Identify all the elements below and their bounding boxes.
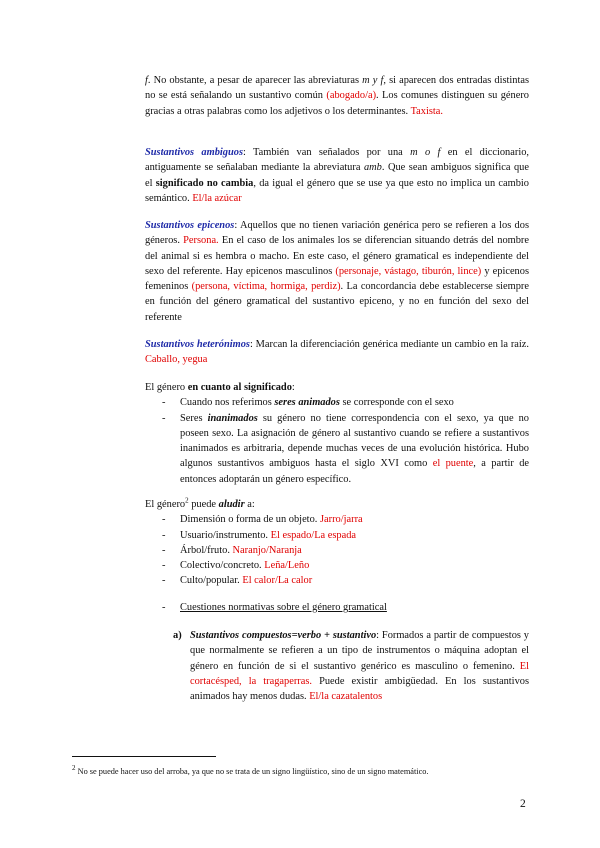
list-item: - Culto/popular. El calor/La calor bbox=[162, 575, 313, 587]
example-text: Leña/Leño bbox=[264, 560, 310, 572]
section-significado bbox=[145, 380, 529, 487]
paragraph-comunes: f. No obstante, a pesar de aparecer las abreviaturas m y f, si aparecen dos entradas distintas no se está señalando un sustantivo común (abogado/a). Los comunes distinguen su género gracias a otras palabras como los adjetivos o los determinantes. Taxista. bbox=[145, 75, 530, 117]
list-item: - Usuario/instrumento. El espado/La espada bbox=[162, 529, 357, 541]
example-text: (persona, víctima, hormiga, perdiz) bbox=[191, 281, 341, 293]
paragraph-ambiguos: Sustantivos ambiguos: También van señalados por una m o f en el diccionario, antiguamente se señalaban mediante la abreviatura amb. Que sean ambiguos significa que el significado no cambia, da igual el género que se use ya que esto no implica un cambio semántico. El/la azúcar bbox=[145, 147, 529, 204]
example-text: Caballo, yegua bbox=[145, 354, 208, 366]
section-heading: Sustantivos heterónimos bbox=[145, 339, 250, 350]
list-item: - Árbol/fruto. Naranjo/Naranja bbox=[162, 544, 302, 556]
footnote-divider bbox=[72, 756, 216, 757]
list-item: - Cuestiones normativas sobre el género gramatical bbox=[162, 602, 387, 613]
example-text: (personaje, vástago, tiburón, lince) bbox=[335, 265, 482, 277]
subsection-heading: Cuestiones normativas sobre el género gramatical bbox=[180, 602, 387, 613]
page-number: 2 bbox=[520, 798, 526, 810]
example-text: El calor/La calor bbox=[242, 575, 313, 587]
example-text: El cortacésped, la tragaperras. bbox=[190, 660, 529, 687]
example-text: Persona. bbox=[183, 235, 219, 247]
example-text: Naranjo/Naranja bbox=[232, 544, 302, 556]
example-text: El/la azúcar bbox=[192, 192, 242, 204]
list-item: - Colectivo/concreto. Leña/Leño bbox=[162, 560, 310, 572]
section-aludir bbox=[145, 497, 529, 589]
paragraph-compuestos: a) Sustantivos compuestos=verbo + sustantivo: Formados a partir de compuestos y que normalmente se refieren a un tipo de instrumentos o máquina adoptan el género en función de si el sustantivo genérico es masculino o femenino. El cortacésped, la tragaperras. Puede existir ambigüedad. En los sustantivos animados hay menos dudas. El/la cazatalentos bbox=[173, 630, 529, 703]
section-heading: Sustantivos epicenos bbox=[145, 220, 235, 231]
footnote-ref[interactable]: 2 bbox=[185, 496, 189, 505]
paragraph-heteronimos: Sustantivos heterónimos: Marcan la diferenciación genérica mediante un cambio en la raíz. Caballo, yegua bbox=[145, 339, 529, 366]
example-text: El espado/La espada bbox=[270, 529, 357, 541]
section-heading: Sustantivos compuestos=verbo + sustantivo bbox=[190, 630, 377, 641]
example-text: Jarro/jarra bbox=[319, 514, 363, 526]
example-text: (abogado/a) bbox=[326, 90, 377, 102]
example-text: el puente bbox=[432, 458, 474, 470]
footnote: $^2$ No se puede hacer uso del arroba, ya que no se trata de un signo lingüístico, sino de un signo matemático. bbox=[72, 764, 429, 776]
section-normativas bbox=[145, 600, 529, 615]
section-intro: El género en cuanto al significado: bbox=[145, 382, 295, 393]
section-heading: Sustantivos ambiguos bbox=[145, 147, 243, 158]
example-text: Taxista. bbox=[410, 105, 444, 117]
list-item: - Dimensión o forma de un objeto. Jarro/jarra bbox=[162, 514, 363, 526]
section-intro: El género$^2$ puede aludir a: bbox=[145, 496, 255, 510]
paragraph-epicenos: Sustantivos epicenos: Aquellos que no tienen variación genérica pero se refieren a los dos géneros. Persona. En el caso de los animales los se diferencian situando detrás del nombre del animal si es hembra o macho. En este caso, el género gramatical es independiente del sexo del referente. Hay epicenos masculinos (personaje, vástago, tiburón, lince) y epicenos femeninos (persona, víctima, hormiga, perdiz). La concordancia debe establecerse siempre en función del género gramatical del sustantivo epiceno, y no en función del sexo del referente bbox=[145, 220, 529, 323]
list-item: - Cuando nos referimos seres animados se corresponde con el sexo bbox=[162, 397, 454, 409]
list-marker: a) bbox=[173, 630, 182, 641]
example-text: El/la cazatalentos bbox=[309, 691, 383, 703]
list-item: - Seres inanimados su género no tiene correspondencia con el sexo, ya que no poseen sexo. La asignación de género al sustantivo cuando se refiere a sustantivos inanimados es arbitraria, depende muchas veces de una evolución histórica. Hubo algunos sustantivos ambiguos hasta el siglo XVI como el puente, a partir de entonces adoptarán un género específico. bbox=[162, 412, 530, 485]
